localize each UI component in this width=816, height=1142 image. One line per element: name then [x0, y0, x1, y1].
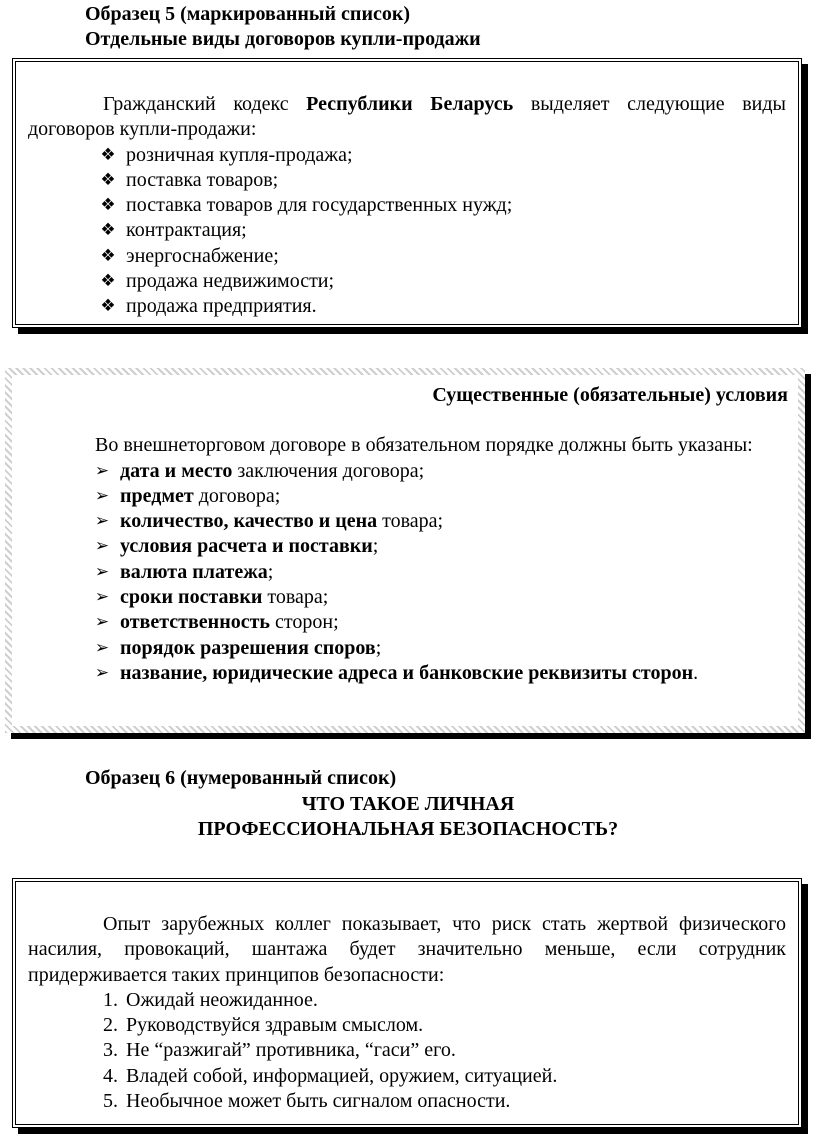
list-item-text: поставка товаров для государственных нужд; — [126, 194, 513, 217]
list-item-text: Ожидай неожиданное. — [126, 988, 318, 1011]
conditions-intro: Во внешнеторговом договоре в обязательном порядке должны быть указаны: — [95, 434, 753, 457]
list-item-number: 1. — [103, 988, 118, 1011]
arrowhead-bullet-icon: ➢ — [94, 587, 110, 608]
list-item — [88, 1013, 786, 1038]
sample5-box — [12, 58, 802, 328]
list-item-text: заключения договора; — [232, 459, 425, 482]
sample5-subheading: Отдельные виды договоров купли-продажи — [85, 28, 481, 50]
list-item-number: 2. — [103, 1014, 118, 1037]
list-item — [88, 244, 786, 269]
list-item-text: товара; — [262, 586, 329, 609]
list-item-number: 3. — [103, 1039, 118, 1062]
list-item-bold: дата и место — [120, 459, 233, 482]
sample5-heading: Образец 5 (маркированный список) — [85, 3, 411, 25]
sample5-list — [88, 143, 786, 320]
list-item-text: договора; — [193, 484, 281, 507]
list-item-text: Руководствуйся здравым смыслом. — [126, 1014, 424, 1037]
list-item — [88, 218, 786, 243]
list-item-text: розничная купля-продажа; — [126, 143, 353, 166]
arrowhead-bullet-icon: ➢ — [94, 485, 110, 506]
list-item — [82, 484, 788, 509]
list-item-bold: предмет — [120, 484, 194, 507]
list-item — [88, 988, 786, 1013]
list-item — [82, 534, 788, 559]
diamond-bullet-icon: ❖ — [100, 195, 116, 216]
sample6-box — [12, 878, 802, 1128]
list-item — [88, 193, 786, 218]
arrowhead-bullet-icon: ➢ — [94, 460, 110, 481]
conditions-box — [5, 368, 805, 733]
sample5-intro-start: Гражданский кодекс — [103, 93, 307, 115]
list-item-text: ; — [375, 636, 382, 659]
list-item-text: Не “разжигай” противника, “гаси” его. — [126, 1039, 456, 1062]
diamond-bullet-icon: ❖ — [100, 271, 116, 292]
arrowhead-bullet-icon: ➢ — [94, 536, 110, 557]
list-item — [88, 143, 786, 168]
list-item-text: товара; — [377, 510, 444, 533]
list-item-text: Владей собой, информацией, оружием, ситуацией. — [126, 1064, 558, 1087]
sample6-title-line2: ПРОФЕССИОНАЛЬНАЯ БЕЗОПАСНОСТЬ? — [197, 818, 619, 840]
sample6-title-line1: ЧТО ТАКОЕ ЛИЧНАЯ — [301, 793, 515, 815]
list-item — [88, 168, 786, 193]
list-item-text: ; — [372, 535, 379, 558]
list-item-bold: порядок разрешения споров — [120, 636, 376, 659]
list-item — [82, 509, 788, 534]
list-item-bold: валюта платежа — [120, 560, 268, 583]
arrowhead-bullet-icon: ➢ — [94, 561, 110, 582]
list-item — [82, 560, 788, 585]
list-item-text: ; — [267, 560, 274, 583]
list-item — [82, 459, 788, 484]
sample5-intro-end: выделяет следующие виды договоров купли-продажи: — [28, 93, 786, 141]
sample5-intro-bold: Республики Беларусь — [306, 93, 514, 115]
diamond-bullet-icon: ❖ — [100, 296, 116, 317]
diamond-bullet-icon: ❖ — [100, 220, 116, 241]
list-item-bold: ответственность — [120, 611, 271, 634]
list-item-text: Необычное может быть сигналом опасности. — [126, 1090, 511, 1113]
arrowhead-bullet-icon: ➢ — [94, 637, 110, 658]
list-item-bold: сроки поставки — [120, 586, 263, 609]
list-item — [88, 269, 786, 294]
list-item — [88, 1089, 786, 1114]
arrowhead-bullet-icon: ➢ — [94, 662, 110, 683]
diamond-bullet-icon: ❖ — [100, 245, 116, 266]
diamond-bullet-icon: ❖ — [100, 169, 116, 190]
list-item-text: сторон; — [270, 611, 339, 634]
list-item — [88, 1038, 786, 1063]
sample5-intro — [28, 92, 786, 143]
list-item-text: энергоснабжение; — [126, 244, 279, 267]
list-item-text: . — [693, 661, 699, 684]
sample6-heading: Образец 6 (нумерованный список) — [85, 767, 397, 789]
list-item — [82, 661, 788, 686]
list-item — [82, 610, 788, 635]
list-item-number: 4. — [103, 1064, 118, 1087]
conditions-title: Существенные (обязательные) условия — [432, 384, 788, 406]
list-item-text: продажа предприятия. — [126, 295, 317, 318]
list-item-number: 5. — [103, 1090, 118, 1113]
list-item — [88, 1064, 786, 1089]
list-item — [82, 636, 788, 661]
sample6-list — [88, 988, 786, 1114]
sample6-intro: Опыт зарубежных коллег показывает, что риск стать жертвой физического насилия, провокаций, шантажа будет значительно меньше, если сотрудник придерживается таких принципов безопасности: — [28, 913, 786, 986]
list-item-text: контрактация; — [126, 219, 247, 242]
conditions-list — [82, 459, 788, 687]
list-item-bold: условия расчета и поставки — [120, 535, 373, 558]
list-item-bold: количество, качество и цена — [120, 510, 378, 533]
list-item-text: поставка товаров; — [126, 168, 279, 191]
list-item — [88, 294, 786, 319]
list-item — [82, 585, 788, 610]
list-item-bold: название, юридические адреса и банковские реквизиты сторон — [120, 661, 694, 684]
arrowhead-bullet-icon: ➢ — [94, 612, 110, 633]
arrowhead-bullet-icon: ➢ — [94, 511, 110, 532]
diamond-bullet-icon: ❖ — [100, 144, 116, 165]
list-item-text: продажа недвижимости; — [126, 270, 335, 293]
